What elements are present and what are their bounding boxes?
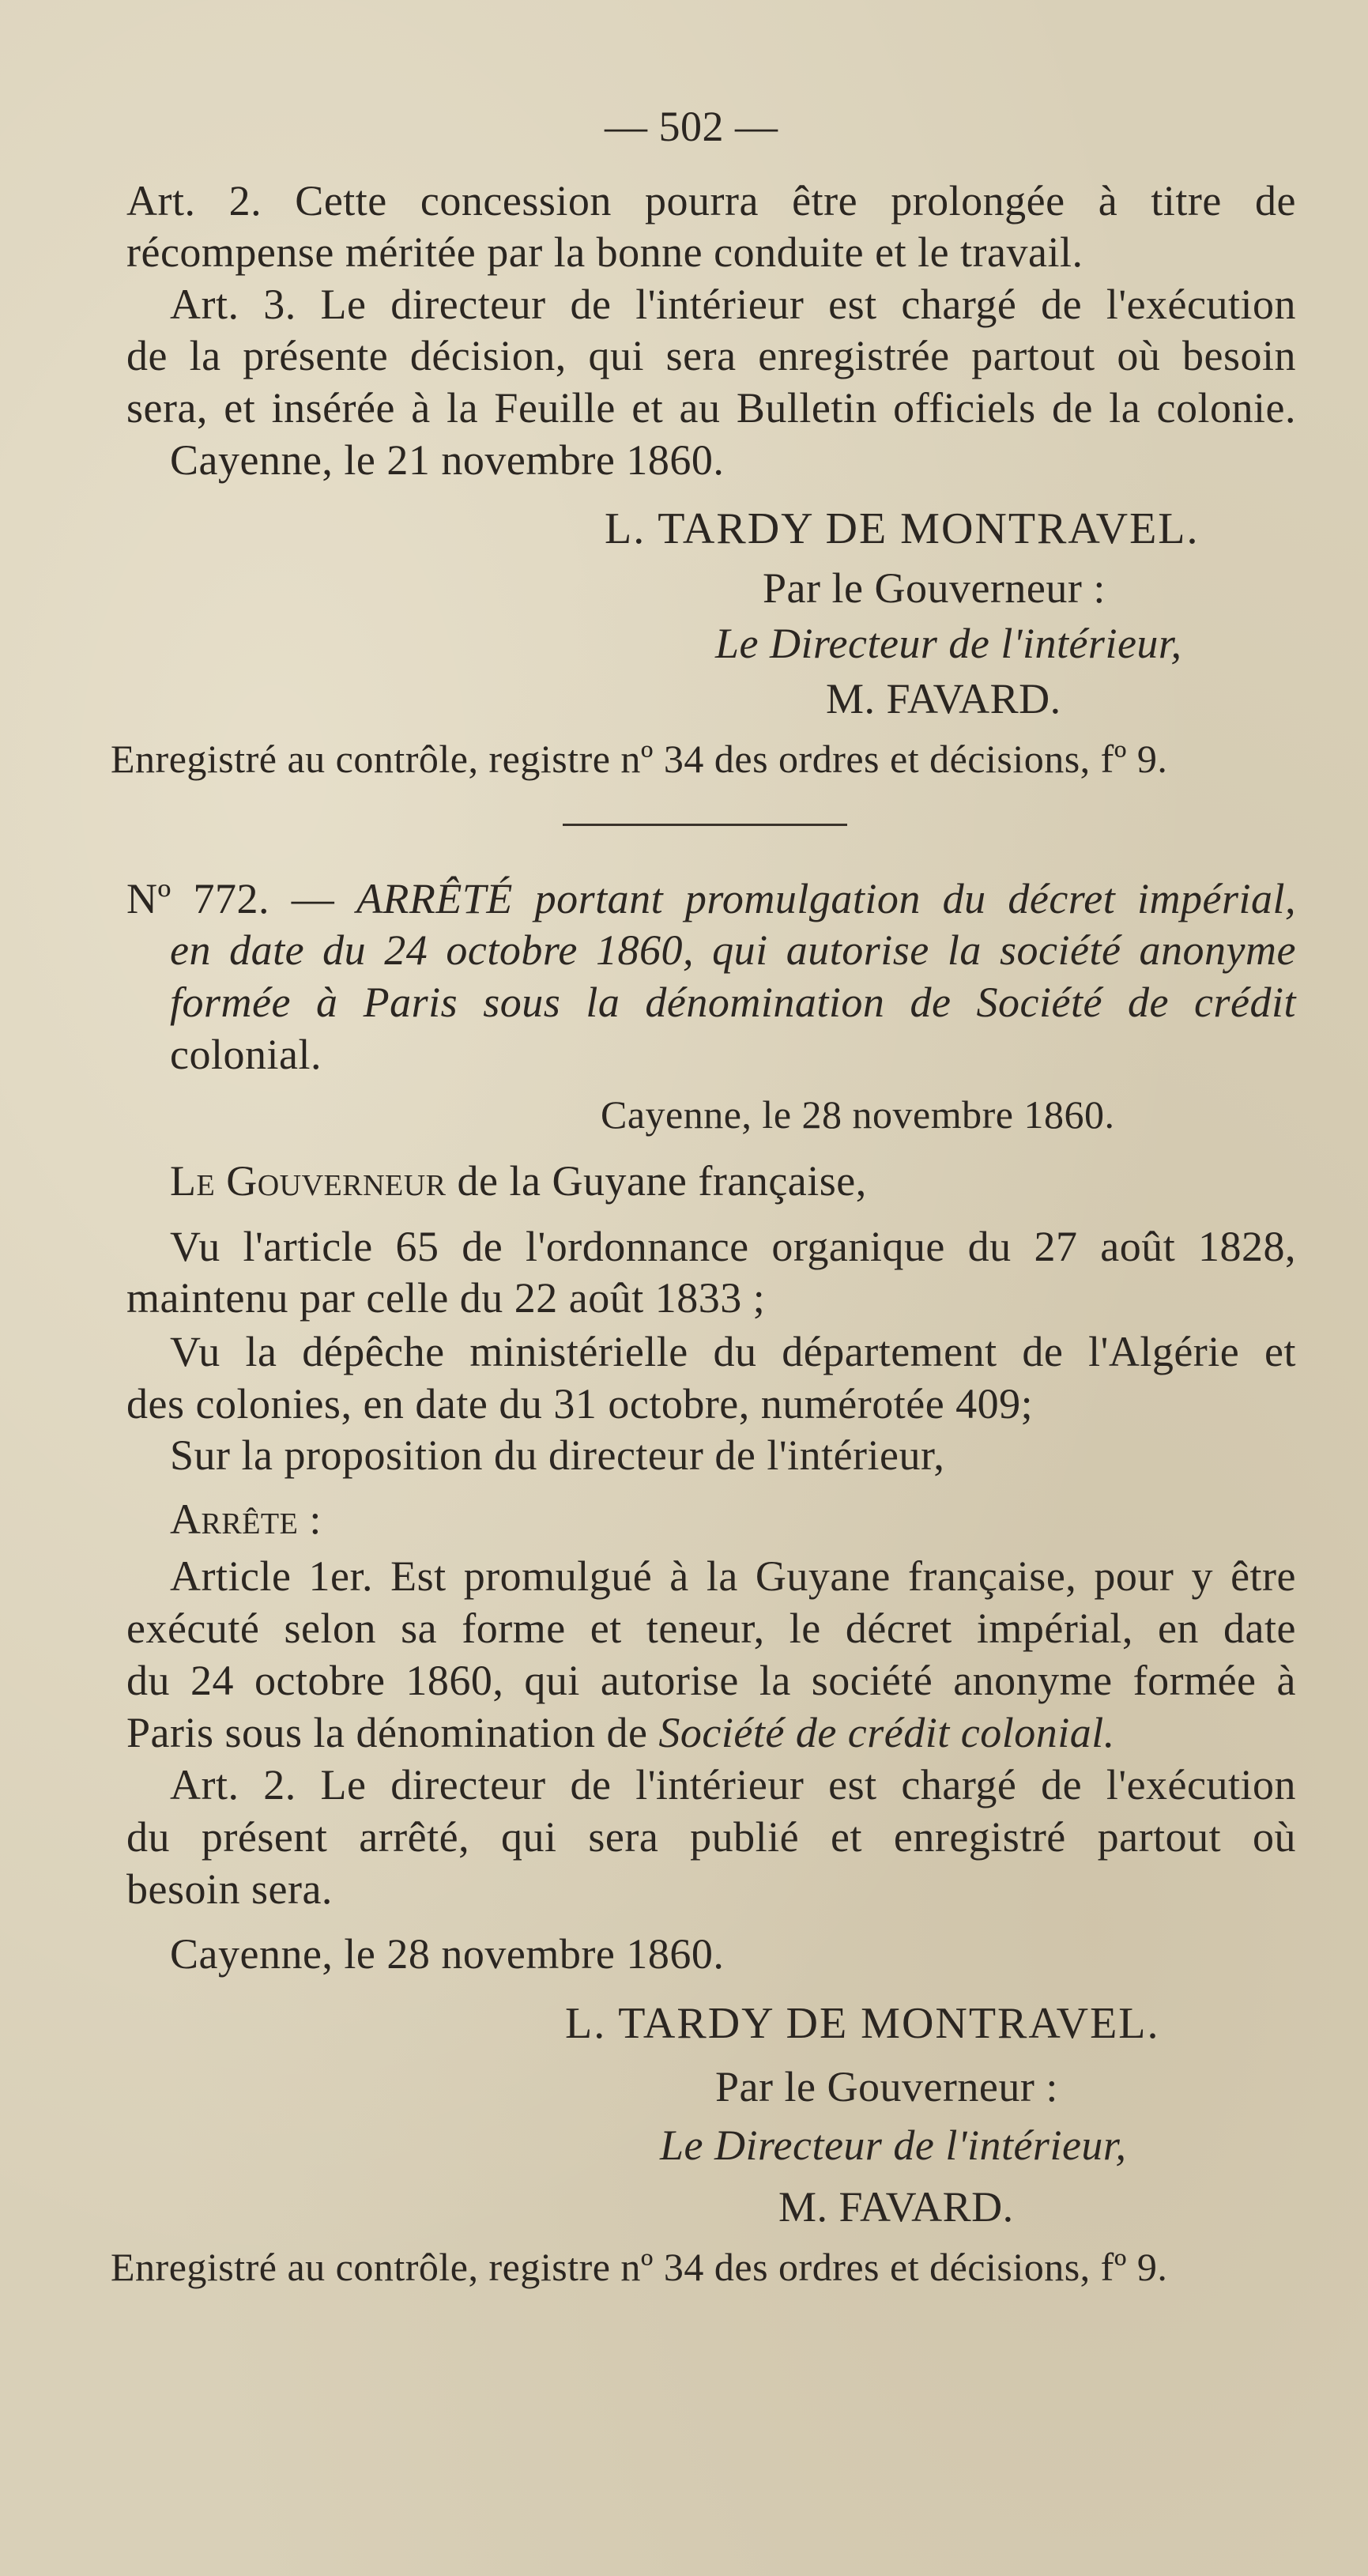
art3-line3: sera, et insérée à la Feuille et au Bulletin officiels de la colonie.	[126, 384, 1296, 432]
art1-line2: exécuté selon sa forme et teneur, le décret impérial, en date	[126, 1605, 1296, 1652]
societe-name: Société de crédit colonial.	[658, 1709, 1115, 1756]
art2b-line2: du présent arrêté, qui sera publié et enregistré partout où	[126, 1813, 1296, 1861]
arrete-number: Nº 772. —	[126, 875, 335, 922]
favard: M. FAVARD.	[826, 675, 1061, 722]
favard-2: M. FAVARD.	[778, 2183, 1014, 2231]
arrete-label: Arrête :	[170, 1495, 322, 1543]
art2b-line1: Art. 2. Le directeur de l'intérieur est chargé de l'exécution	[170, 1761, 1296, 1808]
place-date: Cayenne, le 21 novembre 1860.	[170, 436, 725, 484]
signature: L. TARDY DE MONTRAVEL.	[605, 504, 1200, 553]
arrete-date: Cayenne, le 28 novembre 1860.	[601, 1092, 1115, 1137]
directeur-interieur-2: Le Directeur de l'intérieur,	[660, 2122, 1127, 2169]
arrete-title-start: ARRÊTÉ portant promulgation du décret impérial,	[356, 875, 1296, 922]
art1-line4	[126, 1707, 1115, 1758]
vu1-line1: Vu l'article 65 de l'ordonnance organique du 27 août 1828,	[170, 1223, 1296, 1270]
vu2-line2: des colonies, en date du 31 octobre, numérotée 409;	[126, 1380, 1034, 1428]
directeur-interieur: Le Directeur de l'intérieur,	[715, 620, 1182, 667]
art2-line2: récompense méritée par la bonne conduite et le travail.	[126, 228, 1083, 276]
sur-la-proposition: Sur la proposition du directeur de l'intérieur,	[170, 1431, 945, 1479]
par-le-gouverneur-2: Par le Gouverneur :	[715, 2063, 1058, 2110]
place-date-2: Cayenne, le 28 novembre 1860.	[170, 1930, 725, 1978]
art1-line4-text: Paris sous la dénomination de	[126, 1709, 648, 1756]
art1-line1: Article 1er. Est promulgué à la Guyane française, pour y être	[170, 1552, 1296, 1600]
gouverneur-label: Le Gouverneur	[170, 1157, 447, 1205]
title-line4: colonial.	[170, 1031, 322, 1078]
gouverneur-line	[170, 1156, 867, 1206]
title-line3: formée à Paris sous la dénomination de Société de crédit	[170, 979, 1296, 1026]
section-divider	[563, 824, 847, 826]
enregistre-note-2: Enregistré au contrôle, registre nº 34 des ordres et décisions, fº 9.	[111, 2245, 1168, 2289]
art1-line3: du 24 octobre 1860, qui autorise la société anonyme formée à	[126, 1657, 1296, 1704]
title-line1	[126, 873, 1296, 924]
art2-line1: Art. 2. Cette concession pourra être prolongée à titre de	[126, 177, 1296, 224]
vu1-line2: maintenu par celle du 22 août 1833 ;	[126, 1274, 766, 1322]
art3-line2: de la présente décision, qui sera enregistrée partout où besoin	[126, 332, 1296, 379]
enregistre-note: Enregistré au contrôle, registre nº 34 des ordres et décisions, fº 9.	[111, 737, 1168, 781]
vu2-line1: Vu la dépêche ministérielle du département de l'Algérie et	[170, 1328, 1296, 1375]
title-line2: en date du 24 octobre 1860, qui autorise la société anonyme	[170, 926, 1296, 974]
gouverneur-rest: de la Guyane française,	[457, 1157, 867, 1205]
page-number: — 502 —	[605, 103, 778, 150]
par-le-gouverneur: Par le Gouverneur :	[763, 564, 1106, 612]
art2b-line3: besoin sera.	[126, 1865, 333, 1913]
signature-2: L. TARDY DE MONTRAVEL.	[565, 1999, 1160, 2048]
art3-line1: Art. 3. Le directeur de l'intérieur est chargé de l'exécution	[170, 281, 1296, 328]
